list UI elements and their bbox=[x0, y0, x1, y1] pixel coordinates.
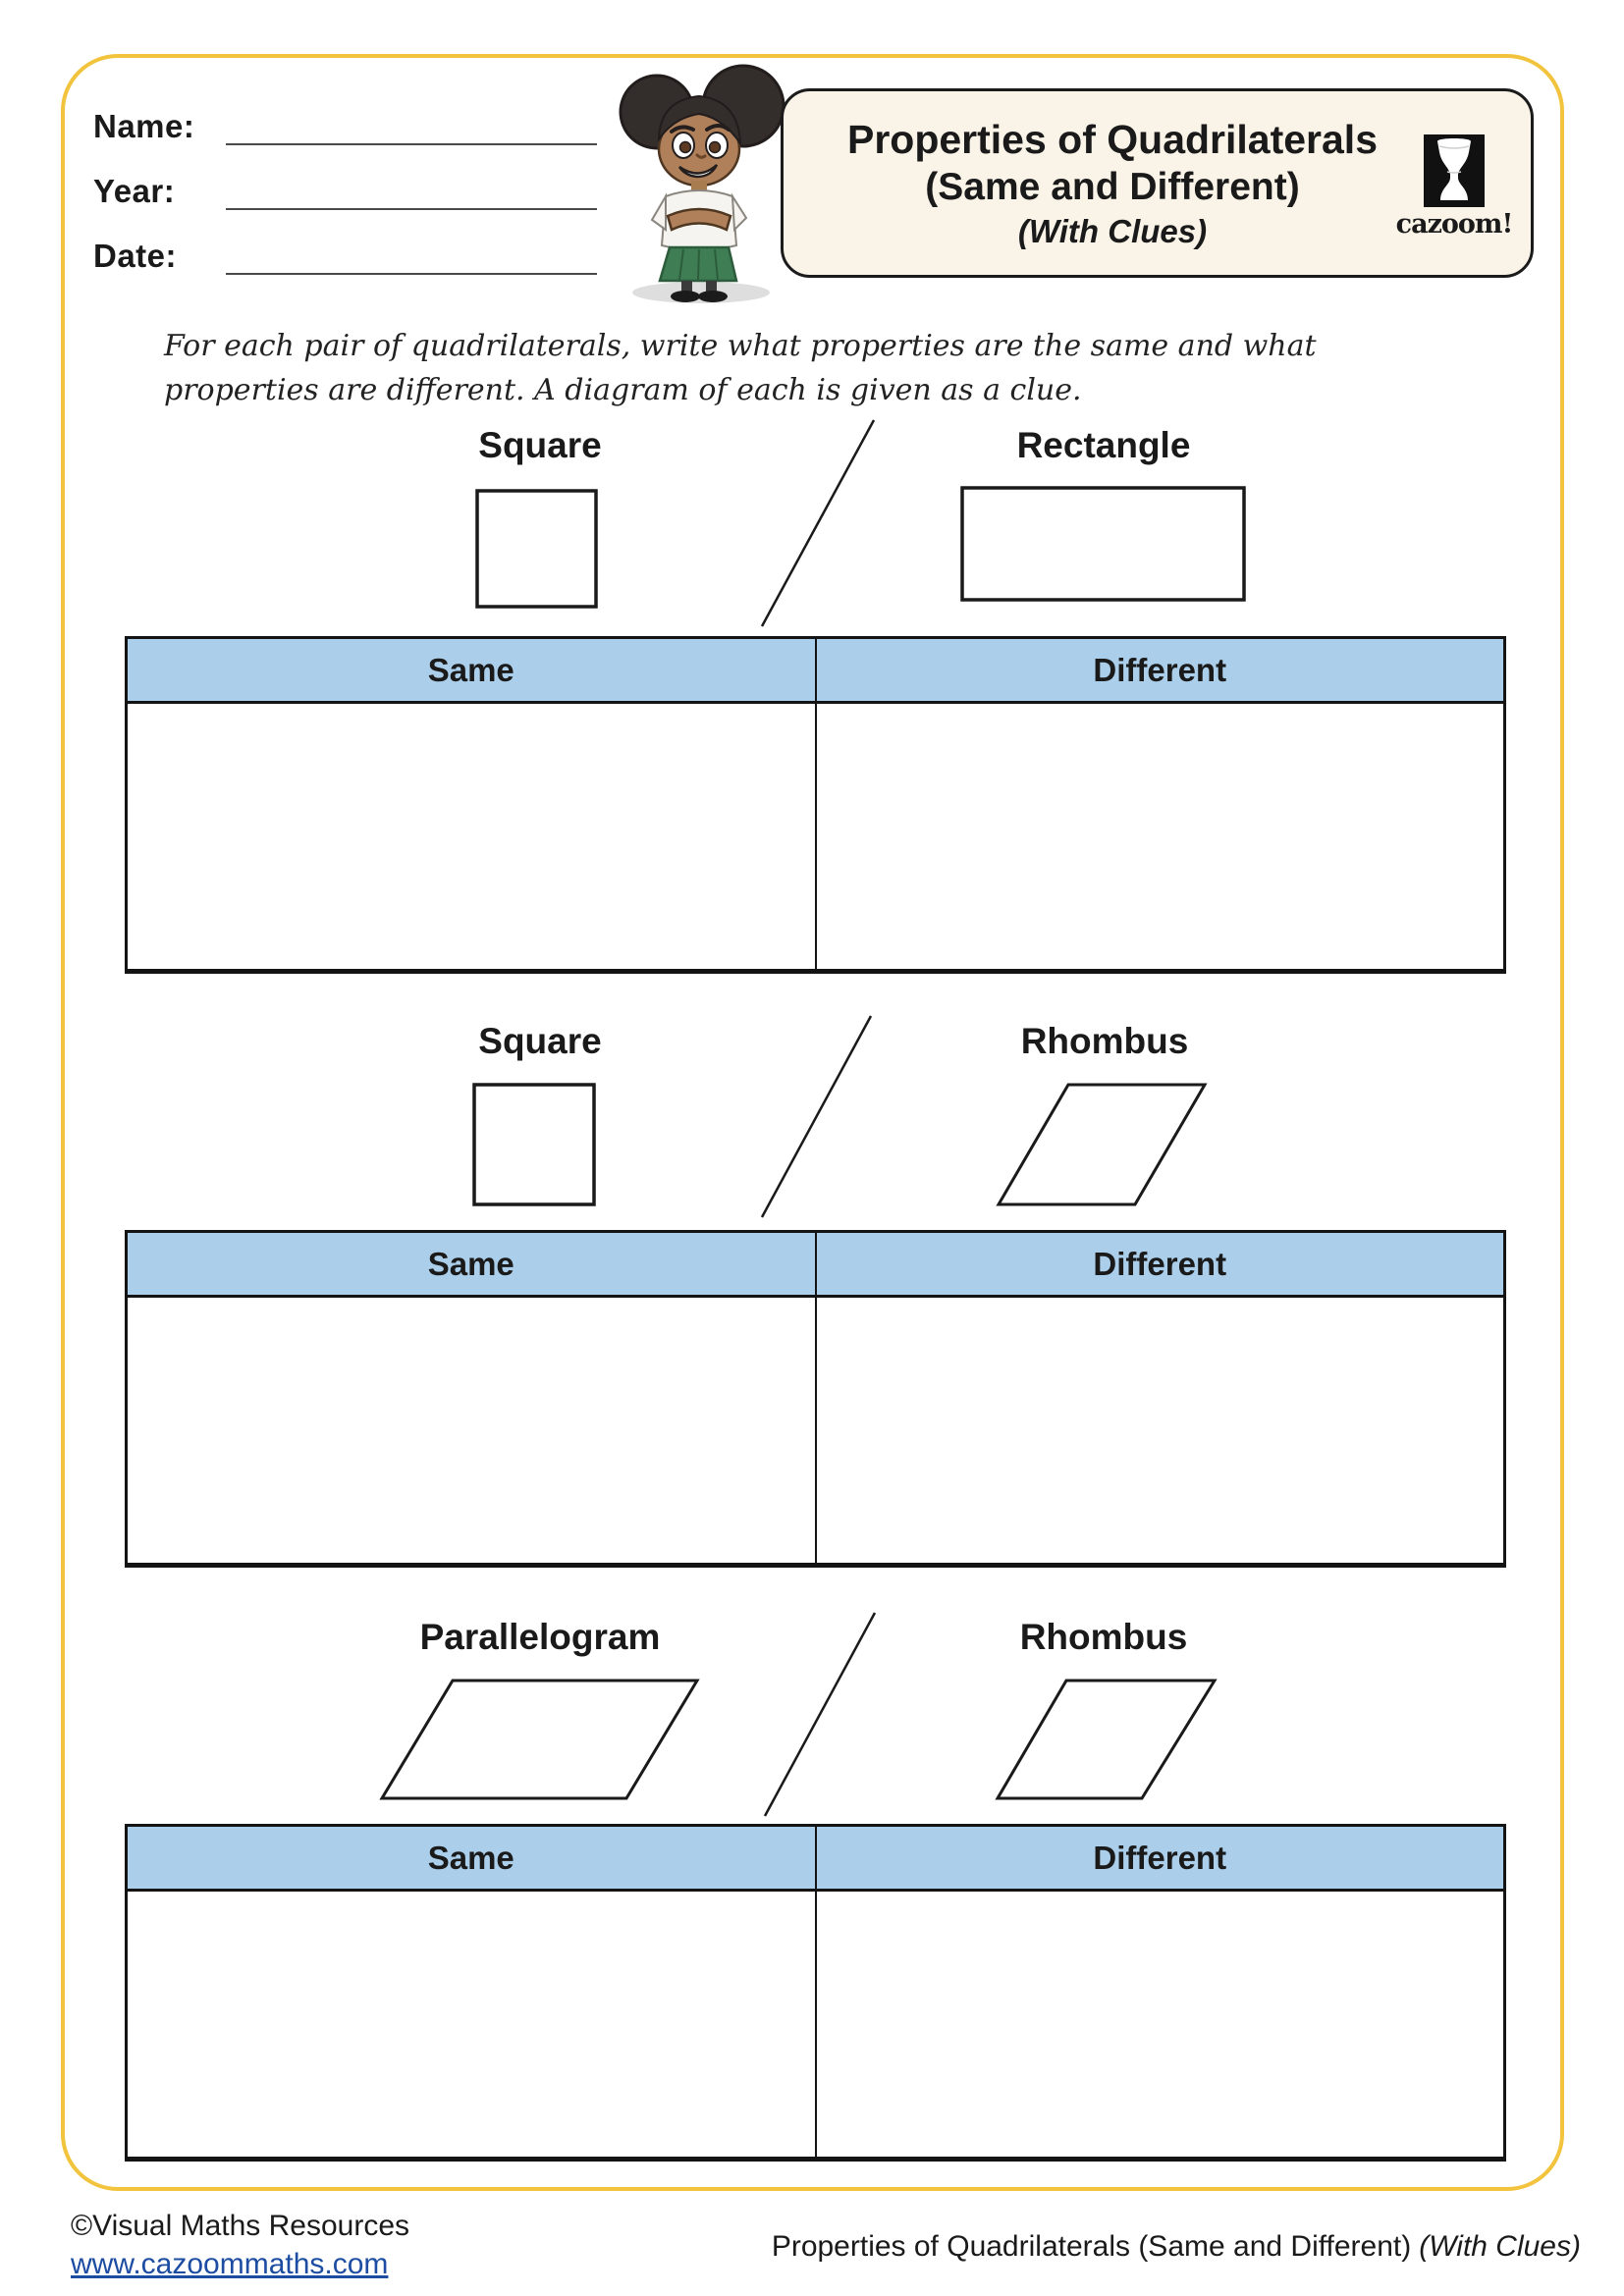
year-field-row bbox=[93, 173, 175, 210]
divider-slash bbox=[762, 420, 874, 626]
section1-table bbox=[125, 636, 1506, 974]
section2-right-shape-label: Rhombus bbox=[1020, 1021, 1189, 1061]
copyright-text: ©Visual Maths Resources bbox=[71, 2210, 410, 2242]
website-link[interactable]: www.cazoommaths.com bbox=[71, 2248, 389, 2280]
section3-left-shape-label: Parallelogram bbox=[419, 1617, 661, 1657]
section2-left-shape-label: Square bbox=[478, 1021, 602, 1061]
section1-table-header bbox=[128, 639, 1503, 704]
section3-table-body bbox=[128, 1892, 1503, 2157]
djembe-drum-icon bbox=[1424, 134, 1485, 207]
cazoom-logo-text: cazoom! bbox=[1395, 209, 1513, 240]
mascot-girl-illustration bbox=[615, 57, 789, 306]
date-input-line[interactable] bbox=[226, 273, 597, 275]
different-column-header: Different bbox=[1093, 1245, 1227, 1282]
section2-same-answer-cell[interactable] bbox=[128, 1298, 817, 1563]
section1-right-shape-label: Rectangle bbox=[1016, 425, 1191, 465]
square-shape bbox=[474, 1085, 594, 1204]
section1-left-shape-label: Square bbox=[478, 425, 602, 465]
divider-slash bbox=[765, 1613, 875, 1816]
name-field-row bbox=[93, 108, 194, 145]
worksheet-title bbox=[798, 91, 1427, 275]
section3-same-answer-cell[interactable] bbox=[128, 1892, 817, 2157]
instructions-line-2: properties are different. A diagram of each is given as a clue. bbox=[164, 373, 1082, 407]
square-shape bbox=[477, 491, 596, 607]
section1-different-answer-cell[interactable] bbox=[817, 704, 1504, 969]
different-column-header: Different bbox=[1093, 651, 1227, 688]
footer-doc-title-suffix: (With Clues) bbox=[1419, 2230, 1581, 2263]
same-column-header: Same bbox=[128, 639, 817, 701]
footer-right bbox=[772, 2230, 1581, 2264]
section2-shapes bbox=[0, 1006, 1624, 1224]
section1-table-body bbox=[128, 704, 1503, 969]
same-column-header: Same bbox=[128, 1233, 817, 1295]
name-label: Name: bbox=[93, 108, 195, 144]
date-field-row bbox=[93, 238, 177, 275]
divider-slash bbox=[762, 1016, 871, 1217]
section1-shapes bbox=[0, 412, 1624, 643]
section3-table-header bbox=[128, 1827, 1503, 1892]
same-column-header: Same bbox=[128, 1827, 817, 1889]
section2-different-answer-cell[interactable] bbox=[817, 1298, 1504, 1563]
rhombus-shape bbox=[998, 1681, 1215, 1798]
section3-table bbox=[125, 1824, 1506, 2162]
year-input-line[interactable] bbox=[226, 208, 597, 210]
section2-table-header bbox=[128, 1233, 1503, 1298]
title-line-3: (With Clues) bbox=[1017, 212, 1208, 249]
title-box bbox=[781, 88, 1534, 278]
year-label: Year: bbox=[93, 173, 176, 209]
section3-different-answer-cell[interactable] bbox=[817, 1892, 1504, 2157]
different-column-header: Different bbox=[1093, 1839, 1227, 1876]
footer-doc-title: Properties of Quadrilaterals (Same and Different) bbox=[771, 2230, 1412, 2263]
cazoom-logo bbox=[1391, 134, 1517, 240]
section1-same-answer-cell[interactable] bbox=[128, 704, 817, 969]
footer-left bbox=[71, 2207, 409, 2283]
parallelogram-shape bbox=[382, 1681, 697, 1798]
rhombus-shape bbox=[999, 1085, 1205, 1204]
date-label: Date: bbox=[93, 238, 178, 274]
name-input-line[interactable] bbox=[226, 143, 597, 145]
rectangle-shape bbox=[962, 488, 1244, 600]
title-line-2: (Same and Different) bbox=[925, 165, 1300, 208]
instructions bbox=[164, 324, 1401, 412]
section2-table-body bbox=[128, 1298, 1503, 1563]
instructions-line-1: For each pair of quadrilaterals, write what properties are the same and what bbox=[164, 329, 1317, 363]
section3-right-shape-label: Rhombus bbox=[1019, 1617, 1188, 1657]
section3-shapes bbox=[0, 1605, 1624, 1823]
title-line-1: Properties of Quadrilaterals bbox=[846, 116, 1378, 162]
section2-table bbox=[125, 1230, 1506, 1568]
